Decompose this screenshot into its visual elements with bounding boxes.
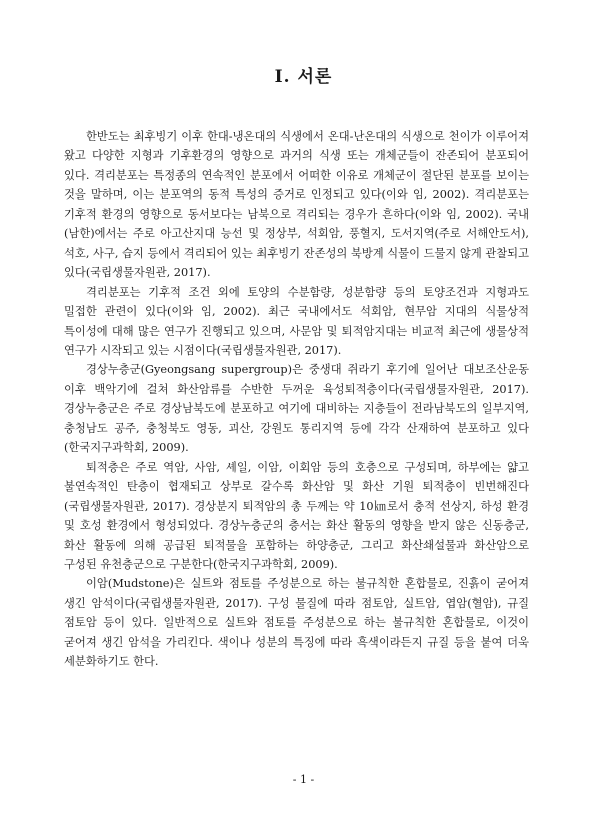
section-title: Ⅰ. 서론 — [274, 67, 333, 87]
paragraph: 퇴적층은 주로 역암, 사암, 셰일, 이암, 이회암 등의 호층으로 구성되며, 하부에는 얇고 불연속적인 탄층이 협재되고 상부로 갈수록 화산암 및 화산 기원 퇴적층이 빈번해진다(국립생물자원관, 2017). 경상분지 퇴적암의 총 두께는 약 10㎞로서 충적 선상지, 하성 환경 및 호성 환경에서 형성되었다. 경상누층군의 층서는 화산 활동의 영향을 받지 않은 신동층군, 화산 활동에 의해 공급된 퇴적물을 포함하는 하양층군, 그리고 화산쇄설물과 화산암으로 구성된 유천층군으로 구분한다(한국지구과학회, 2009). — [64, 460, 529, 571]
paragraph: 한반도는 최후빙기 이후 한대-냉온대의 식생에서 온대-난온대의 식생으로 천이가 이루어져 왔고 다양한 지형과 기후환경의 영향으로 과거의 식생 또는 개체군들이 잔존되어 분포되어 있다. 격리분포는 특정종의 연속적인 분포에서 어떠한 이유로 개체군이 절단된 분포를 보이는 것을 말하며, 이는 분포역의 동적 특성의 증거로 인정되고 있다(이와 임, 2002). 격리분포는 기후적 환경의 영향으로 동서보다는 남북으로 격리되는 경우가 흔하다(이와 임, 2002). 국내(남한)에서는 주로 아고산지대 능선 및 정상부, 석회암, 풍혈지, 도서지역(주로 서해안도서), 석호, 사구, 습지 등에서 격리되어 있는 최후빙기 잔존성의 북방계 식물이 드물지 않게 관찰되고 있다(국립생물자원관, 2017). — [64, 130, 529, 280]
paragraph: 이암(Mudstone)은 실트와 점토를 주성분으로 하는 불규칙한 혼합물로, 진흙이 굳어져 생긴 암석이다(국립생물자원관, 2017). 구성 물질에 따라 점토암, 실트암, 엽암(혈암), 규질 점토암 등이 있다. 일반적으로 실트와 점토를 주성분으로 하는 불규칙한 혼합물로, 이것이 굳어져 생긴 암석을 가리킨다. 색이나 성분의 특징에 따라 흑색이라든지 규질 등을 붙여 더욱 세분화하기도 한다. — [64, 577, 529, 669]
page-number: - 1 - — [292, 773, 315, 786]
body-text — [64, 127, 529, 672]
paragraph: 경상누층군(Gyeongsang supergroup)은 중생대 쥐라기 후기에 일어난 대보조산운동 이후 백악기에 걸쳐 화산암류를 수반한 두꺼운 육성퇴적층이다(국립생물자원관, 2017). 경상누층군은 주로 경상남북도에 분포하고 여기에 대비하는 지층들이 전라남북도의 일부지역, 충청남도 공주, 충청북도 영동, 괴산, 강원도 통리지역 등에 각각 산재하여 분포하고 있다(한국지구과학회, 2009). — [64, 363, 529, 455]
paragraph: 격리분포는 기후적 조건 외에 토양의 수분함량, 성분함량 등의 토양조건과 지형과도 밀접한 관련이 있다(이와 임, 2002). 최근 국내에서도 석회암, 현무암 지대의 식물상적 특이성에 대해 많은 연구가 진행되고 있으며, 사문암 및 퇴적암지대는 비교적 최근에 생물상적 연구가 시작되고 있는 시점이다(국립생물자원관, 2017). — [64, 285, 529, 357]
